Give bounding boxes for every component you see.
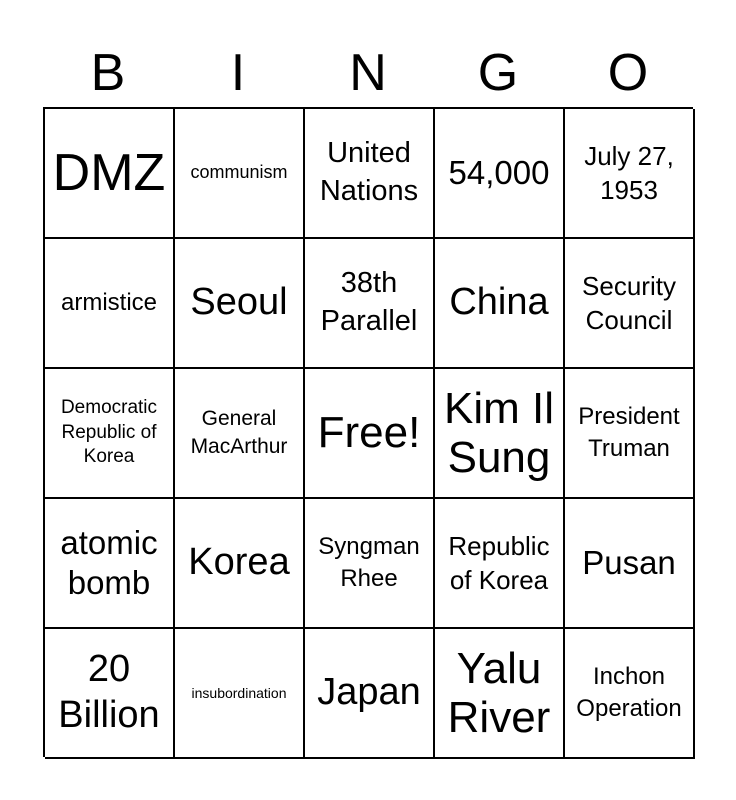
header-letter-n: N — [349, 44, 387, 102]
bingo-cell[interactable] — [435, 629, 565, 759]
bingo-cell[interactable] — [45, 369, 175, 499]
bingo-header — [43, 40, 693, 106]
header-letter-b: B — [90, 44, 126, 102]
bingo-cell[interactable] — [435, 369, 565, 499]
bingo-cell[interactable] — [435, 239, 565, 369]
bingo-cell[interactable] — [435, 109, 565, 239]
bingo-cell-text: General MacArthur — [190, 406, 288, 458]
bingo-board — [43, 107, 693, 757]
bingo-cell[interactable] — [175, 499, 305, 629]
bingo-cell-text: 54,000 — [448, 154, 550, 192]
bingo-cell[interactable] — [175, 239, 305, 369]
bingo-cell-text: Kim Il Sung — [444, 383, 554, 482]
bingo-cell-text: 20 Billion — [58, 648, 160, 736]
bingo-cell[interactable] — [565, 629, 695, 759]
bingo-cell-text: Security Council — [582, 270, 676, 335]
bingo-cell[interactable] — [435, 499, 565, 629]
bingo-cell[interactable] — [305, 239, 435, 369]
bingo-cell[interactable] — [305, 629, 435, 759]
bingo-cell-text: communism — [190, 162, 288, 183]
bingo-cell-text: 38th Parallel — [320, 267, 418, 337]
bingo-cell-text: Inchon Operation — [576, 663, 682, 722]
bingo-cell-text: atomic bomb — [60, 524, 158, 601]
bingo-cell-text: Korea — [188, 541, 290, 584]
bingo-cell-text: DMZ — [52, 143, 166, 202]
bingo-cell-text: Seoul — [190, 281, 288, 324]
bingo-cell[interactable] — [175, 629, 305, 759]
bingo-cell[interactable] — [45, 239, 175, 369]
free-space-text: Free! — [317, 408, 421, 458]
bingo-cell-text: insubordination — [191, 684, 287, 701]
bingo-cell[interactable] — [305, 499, 435, 629]
bingo-cell[interactable] — [175, 369, 305, 499]
header-letter-o: O — [607, 44, 649, 102]
bingo-cell[interactable] — [45, 629, 175, 759]
bingo-cell[interactable] — [565, 239, 695, 369]
bingo-cell[interactable] — [45, 109, 175, 239]
bingo-cell-text: armistice — [60, 289, 157, 317]
header-letter-g: G — [477, 44, 519, 102]
bingo-cell-text: China — [449, 281, 549, 324]
bingo-cell-text: Yalu River — [447, 643, 551, 742]
bingo-cell-text: Democratic Republic of Korea — [60, 396, 158, 468]
bingo-cell[interactable] — [565, 369, 695, 499]
bingo-cell[interactable] — [565, 109, 695, 239]
bingo-cell-text: Japan — [317, 671, 421, 714]
header-letter-i: I — [230, 44, 246, 102]
bingo-cell-text: Syngman Rhee — [318, 533, 420, 592]
bingo-cell-text: Republic of Korea — [448, 530, 550, 595]
bingo-cell[interactable] — [305, 109, 435, 239]
bingo-cell[interactable] — [565, 499, 695, 629]
bingo-cell[interactable] — [45, 499, 175, 629]
bingo-cell-text: July 27, 1953 — [584, 140, 674, 205]
bingo-cell-free[interactable] — [305, 369, 435, 499]
bingo-cell-text: President Truman — [578, 403, 680, 462]
bingo-cell-text: United Nations — [319, 137, 419, 207]
bingo-cell[interactable] — [175, 109, 305, 239]
bingo-cell-text: Pusan — [582, 544, 676, 582]
